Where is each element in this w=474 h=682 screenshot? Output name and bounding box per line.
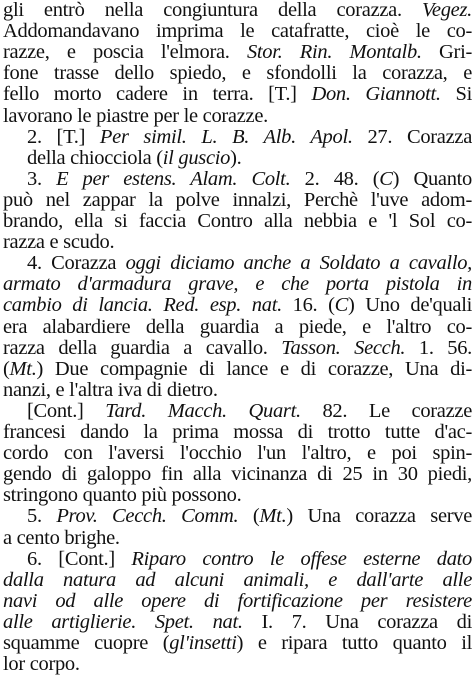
italic-text: Mt. bbox=[9, 357, 37, 380]
italic-text: armato d'armadura grave, e che porta pistola in bbox=[3, 273, 472, 296]
italic-text: Stor. Rin. Montalb. bbox=[246, 41, 422, 64]
italic-text: cambio di lancia. Red. esp. nat. bbox=[3, 294, 282, 317]
italic-text: Vegez. bbox=[421, 0, 472, 21]
text-run: ) Una corazza serve bbox=[286, 505, 472, 528]
italic-text: Tard. Macch. Quart. bbox=[105, 399, 301, 422]
text-line bbox=[3, 652, 472, 676]
text-run: ) Due compagnie di lance e di corazze, Una di- bbox=[36, 357, 472, 380]
text-run: gendo di galoppo fin alla vicinanza di 25 in 30 piedi, bbox=[3, 463, 472, 486]
text-run: ). bbox=[230, 146, 242, 169]
text-run: Si bbox=[440, 83, 472, 106]
text-run: 27. Corazza bbox=[352, 125, 472, 148]
text-run: gli entrò nella congiuntura della corazza. bbox=[3, 0, 422, 21]
italic-text: Tasson. Secch. bbox=[281, 336, 406, 359]
text-run: della chiocciola ( bbox=[27, 146, 163, 169]
text-run: Addomandavano imprima le catafratte, cioè le co- bbox=[3, 20, 472, 43]
italic-text: E per estens. Alam. Colt. bbox=[56, 167, 291, 190]
text-run: Gri- bbox=[421, 41, 472, 64]
text-run: [Cont.] bbox=[27, 399, 106, 422]
italic-text: C bbox=[379, 167, 393, 190]
text-run: razze, e poscia l'elmora. bbox=[3, 41, 247, 64]
text-run: ( bbox=[3, 357, 10, 380]
italic-text: il guscio bbox=[162, 146, 231, 169]
italic-text: gl'insetti bbox=[169, 632, 237, 654]
italic-text: alle artiglierie. Spet. nat. bbox=[3, 610, 243, 633]
text-run: ) e ripara tutto quanto il bbox=[236, 632, 472, 654]
text-run: era alabardiere della guardia a piede, e l'altro co- bbox=[3, 315, 472, 338]
italic-text: Per simil. L. B. Alb. Apol. bbox=[99, 125, 353, 148]
text-run: fone trasse dello spiedo, e sfondolli la corazza, e bbox=[3, 62, 472, 85]
text-run: nanzi, e l'altra iva di dietro. bbox=[3, 378, 218, 401]
text-run: a cento brighe. bbox=[3, 526, 120, 549]
italic-text: Riparo contro le offese esterne dato bbox=[131, 547, 472, 570]
text-run: francesi dando la prima mossa di trotto tutte d'ac- bbox=[3, 421, 472, 443]
text-run: stringono quanto più possono. bbox=[3, 484, 242, 507]
italic-text: navi od alle opere di fortificazione per resistere bbox=[3, 589, 472, 612]
text-run: razza e scudo. bbox=[3, 231, 115, 254]
text-run: 3. bbox=[27, 167, 57, 190]
text-run: lor corpo. bbox=[3, 653, 80, 676]
italic-text: Prov. Cecch. Comm. bbox=[56, 505, 239, 528]
text-run: 4. Corazza bbox=[27, 252, 126, 275]
text-run: ( bbox=[238, 505, 260, 528]
text-run: brando, ella si faccia Contro alla nebbia e 'l Sol co- bbox=[3, 210, 472, 232]
text-run: ) Quanto bbox=[392, 167, 472, 190]
text-run: può nel zappar la polve innalzi, Perchè l'uve adom- bbox=[3, 188, 472, 211]
text-run: 16. ( bbox=[281, 294, 335, 317]
text-run: lavorano le piastre per le corazze. bbox=[3, 104, 268, 127]
italic-text: dalla natura ad alcuni animali, e dall'arte alle bbox=[3, 568, 472, 591]
text-run: razza della guardia a cavallo. bbox=[3, 336, 282, 359]
text-run: ) Uno de'quali bbox=[348, 294, 472, 317]
text-run: fello morto cadere in terra. [T.] bbox=[3, 83, 312, 106]
text-run: 1. 56. bbox=[405, 336, 472, 359]
text-run: 82. Le corazze bbox=[300, 399, 472, 422]
text-run: 6. [Cont.] bbox=[27, 547, 132, 570]
text-run: squamme cuopre ( bbox=[3, 632, 170, 654]
italic-text: Mt. bbox=[259, 505, 287, 528]
text-run: cordo con l'aversi l'occhio l'un l'altro, e poi spin- bbox=[3, 442, 472, 465]
text-run: I. 7. Una corazza di bbox=[242, 610, 472, 633]
italic-text: oggi diciamo anche a Soldato a cavallo, bbox=[125, 252, 472, 275]
text-run: 2. [T.] bbox=[27, 125, 100, 148]
text-run: 5. bbox=[27, 505, 57, 528]
italic-text: Don. Giannott. bbox=[311, 83, 441, 106]
text-run: 2. 48. ( bbox=[290, 167, 380, 190]
italic-text: C bbox=[334, 294, 349, 317]
